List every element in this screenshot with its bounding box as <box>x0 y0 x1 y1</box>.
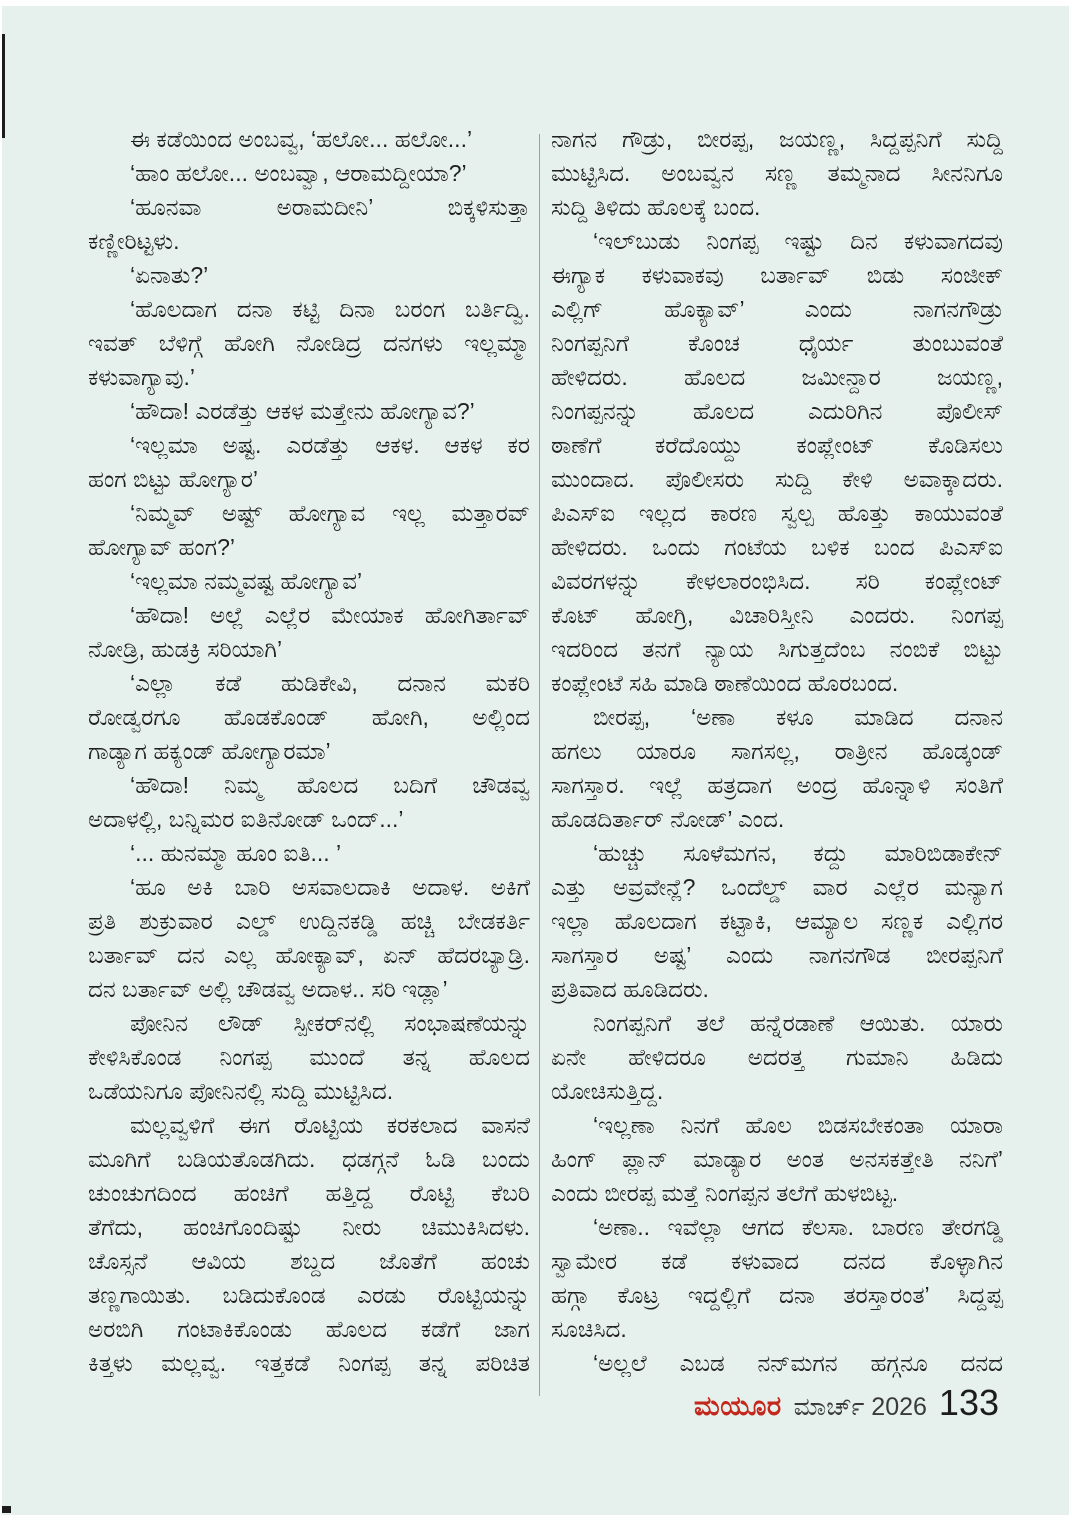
text-line: ಈಗ್ಯಾಕ ಕಳುವಾಕವು ಬರ್ತಾವ್ ಬಿಡು ಸಂಜೀಕ್ <box>551 262 1003 288</box>
text-line: ನಿಂಗಪ್ಪನಿಗೆ ಕೊಂಚ ಧೈರ್ಯ ತುಂಬುವಂತೆ <box>551 330 1003 356</box>
text-column-right <box>551 122 1003 1380</box>
text-line: ಹೇಳಿದರು. ಹೊಲದ ಜಮೀನ್ದಾರ ಜಯಣ್ಣ, <box>551 364 1003 390</box>
paragraph <box>551 1108 1003 1210</box>
text-line: ಕೊಟ್ ಹೋಗ್ರಿ, ವಿಚಾರಿಸ್ತೀನಿ ಎಂದರು. ನಿಂಗಪ್ಪ <box>551 602 1003 628</box>
text-line: ಎಲ್ಲಿಗ್ ಹೊಕ್ಯಾವ್’ ಎಂದು ನಾಗನಗೌಡ್ರು <box>551 296 1003 322</box>
text-line: ಗಾಡ್ಯಾಗ ಹಕ್ಯಂಡ್ ಹೋಗ್ಯಾರಮಾ’ <box>88 738 331 764</box>
text-line: ಹಂಗ ಬಿಟ್ಟು ಹೋಗ್ಯಾರ’ <box>88 466 258 492</box>
paragraph <box>88 258 530 292</box>
text-line: ಪ್ರತಿ ಶುಕ್ರುವಾರ ಎಲ್ಡ್ ಉದ್ದಿನಕಡ್ಡಿ ಹಚ್ಚಿ ಬೇಡಕರ್ತಿ <box>88 908 530 934</box>
text-line: ವಿವರಗಳನ್ನು ಕೇಳಲಾರಂಭಿಸಿದ. ಸರಿ ಕಂಪ್ಲೇಂಟ್ <box>551 568 1003 594</box>
text-line: ದನ ಬರ್ತಾವ್ ಅಲ್ಲಿ ಚೌಡವ್ವ ಅದಾಳ.. ಸರಿ ಇಡ್ಲಾ’ <box>88 976 448 1002</box>
text-line: ಬರ್ತಾವ್ ದನ ಎಲ್ಲ ಹೋಕ್ಯಾವ್, ಏನ್ ಹೆದರಬ್ಯಾಡ್ರಿ. <box>88 942 530 968</box>
text-line: ಠಾಣೆಗೆ ಕರೆದೊಯ್ದು ಕಂಪ್ಲೇಂಟ್ ಕೊಡಿಸಲು <box>551 432 1003 458</box>
text-line: ಎತ್ತು ಅವ್ರವೇನ್ಲೆ? ಒಂದೆಲ್ಡ್ ವಾರ ಎಲ್ಲೆರ ಮನ್ಯಾಗ <box>551 874 1003 900</box>
text-line: ಏನೇ ಹೇಳಿದರೂ ಅದರತ್ತ ಗುಮಾನಿ ಹಿಡಿದು <box>551 1044 1003 1070</box>
text-line: ಸಾಗಸ್ತಾರ ಅಷ್ಟ’ ಎಂದು ನಾಗನಗೌಡ ಬೀರಪ್ಪನಿಗೆ <box>551 942 1003 968</box>
text-line: ಪ್ರತಿವಾದ ಹೂಡಿದರು. <box>551 976 709 1002</box>
text-line: ‘ಅಲ್ಲಲೆ ಎಬಡ ನನ್‌ಮಗನ ಹಗ್ಗನೂ ದನದ <box>593 1350 1003 1376</box>
paragraph <box>88 666 530 768</box>
text-line: ‘ಇಲ್‌ಬುಡು ನಿಂಗಪ್ಪ ಇಷ್ಟು ದಿನ ಕಳುವಾಗದವು <box>593 228 1003 254</box>
text-line: ಕಣ್ಣೀರಿಟ್ಟಳು. <box>88 228 180 254</box>
paragraph <box>551 700 1003 836</box>
text-line: ಕಂಪ್ಲೇಂಟೆ ಸಹಿ ಮಾಡಿ ಠಾಣೆಯಿಂದ ಹೊರಬಂದ. <box>551 670 899 696</box>
paragraph <box>88 1006 530 1108</box>
paragraph <box>88 598 530 666</box>
text-line: ಯೋಚಿಸುತ್ತಿದ್ದ. <box>551 1078 664 1104</box>
text-line: ‘ಏನಾತು?’ <box>130 262 209 288</box>
text-line: ಅದಾಳಲ್ಲಿ, ಬನ್ನಿಮರ ಐತಿನೋಡ್ ಒಂದ್...’ <box>88 806 404 832</box>
text-line: ಎಂದು ಬೀರಪ್ಪ ಮತ್ತೆ ನಿಂಗಪ್ಪನ ತಲೆಗೆ ಹುಳಬಿಟ್ಟ. <box>551 1180 899 1206</box>
text-line: ಮಲ್ಲವ್ವಳಿಗೆ ಈಗ ರೊಟ್ಟಿಯ ಕರಕಲಾದ ವಾಸನೆ <box>130 1112 530 1138</box>
issue-date: ಮಾರ್ಚ್ 2026 <box>793 1393 927 1421</box>
text-line: ‘ಹೌದಾ! ಅಲ್ಲೆ ಎಲ್ಲೆರ ಮೇಯಾಕ ಹೋಗಿರ್ತಾವ್ <box>130 602 530 628</box>
text-line: ಹಗಲು ಯಾರೂ ಸಾಗಸಲ್ಲ, ರಾತ್ರೀನ ಹೊಡ್ಕಂಡ್ <box>551 738 1003 764</box>
text-line: ‘ಹುಚ್ಚು ಸೂಳೆಮಗನ, ಕದ್ದು ಮಾರಿಬಿಡಾಕೇನ್ <box>593 840 1003 866</box>
text-line: ಸುದ್ದಿ ತಿಳಿದು ಹೊಲಕ್ಕೆ ಬಂದ. <box>551 194 761 220</box>
paragraph <box>88 156 530 190</box>
paragraph <box>88 292 530 394</box>
text-line: ಹಗ್ಗಾ ಕೊಟ್ರ ಇದ್ದಲ್ಲಿಗೆ ದನಾ ತರಸ್ತಾರಂತ’ ಸಿದ್ದಪ್ಪ <box>551 1282 1003 1308</box>
text-line: ನಿಂಗಪ್ಪನಿಗೆ ತಲೆ ಹನ್ನೆರಡಾಣೆ ಆಯಿತು. ಯಾರು <box>593 1010 1003 1036</box>
paragraph <box>88 496 530 564</box>
scan-corner-artifact <box>2 1506 11 1513</box>
column-divider <box>539 134 540 1396</box>
text-line: ಚುಂಚುಗದಿಂದ ಹಂಚಿಗೆ ಹತ್ತಿದ್ದ ರೊಟ್ಟಿ ಕೆಬರಿ <box>88 1180 530 1206</box>
paragraph <box>88 564 530 598</box>
text-line: ‘ಹೌದಾ! ಎರಡೆತ್ತು ಆಕಳ ಮತ್ತೇನು ಹೋಗ್ಯಾವ?’ <box>130 398 475 424</box>
text-line: ‘... ಹುನಮ್ಮಾ ಹೂಂ ಐತಿ... ’ <box>130 840 342 866</box>
text-column-left <box>88 122 530 1380</box>
paragraph <box>88 428 530 496</box>
text-line: ಒಡೆಯನಿಗೂ ಪೋನಿನಲ್ಲಿ ಸುದ್ದಿ ಮುಟ್ಟಿಸಿದ. <box>88 1078 394 1104</box>
text-line: ನಿಂಗಪ್ಪನನ್ನು ಹೊಲದ ಎದುರಿಗಿನ ಪೊಲೀಸ್ <box>551 398 1003 424</box>
text-line: ಇದರಿಂದ ತನಗೆ ನ್ಯಾಯ ಸಿಗುತ್ತದೆಂಬ ನಂಬಿಕೆ ಬಿಟ್ಟು <box>551 636 1003 662</box>
text-line: ‘ಎಲ್ಲಾ ಕಡೆ ಹುಡಿಕೇವಿ, ದನಾನ ಮಕರಿ <box>130 670 530 696</box>
text-line: ಹೊಡದಿರ್ತಾರ್ ನೋಡ್’ ಎಂದ. <box>551 806 785 832</box>
paragraph <box>551 224 1003 700</box>
text-line: ಸಾಗಸ್ತಾರ. ಇಲ್ಲೆ ಹತ್ರದಾಗ ಅಂದ್ರ ಹೊನ್ನಾಳಿ ಸಂತಿಗೆ <box>551 772 1003 798</box>
text-line: ರೋಡ್ವರಗೂ ಹೊಡಕೊಂಡ್ ಹೋಗಿ, ಅಲ್ಲಿಂದ <box>88 704 530 730</box>
text-line: ಪಿಎಸ್‌ಐ ಇಲ್ಲದ ಕಾರಣ ಸ್ವಲ್ಪ ಹೊತ್ತು ಕಾಯುವಂತೆ <box>551 500 1003 526</box>
text-line: ‘ಇಲ್ಲಮಾ ನಮ್ಮವಷ್ಟ ಹೋಗ್ಯಾವ’ <box>130 568 363 594</box>
paragraph <box>551 1210 1003 1346</box>
text-line: ಸೂಚಿಸಿದ. <box>551 1316 627 1342</box>
text-line: ನಾಗನ ಗೌಡ್ರು, ಬೀರಪ್ಪ, ಜಯಣ್ಣ, ಸಿದ್ದಪ್ಪನಿಗೆ ಸುದ್ದಿ <box>551 126 1003 152</box>
text-line: ತಣ್ಣಗಾಯಿತು. ಬಡಿದುಕೊಂಡ ಎರಡು ರೊಟ್ಟಿಯನ್ನು <box>88 1282 530 1308</box>
text-line: ಈ ಕಡೆಯಿಂದ ಅಂಬವ್ವ, ‘ಹಲೋ... ಹಲೋ...’ <box>130 126 473 152</box>
text-line: ಮೂಗಿಗೆ ಬಡಿಯತೊಡಗಿದು. ಧಡಗ್ಗನೆ ಓಡಿ ಬಂದು <box>88 1146 530 1172</box>
text-line: ‘ಹೂ ಅಕಿ ಬಾರಿ ಅಸವಾಲದಾಕಿ ಅದಾಳ. ಅಕಿಗೆ <box>130 874 530 900</box>
paragraph <box>88 836 530 870</box>
text-line: ಸ್ವಾಮೇರ ಕಡೆ ಕಳುವಾದ ದನದ ಕೊಳ್ಳಾಗಿನ <box>551 1248 1003 1274</box>
text-line: ಮುಂದಾದ. ಪೊಲೀಸರು ಸುದ್ದಿ ಕೇಳಿ ಅವಾಕ್ಕಾದರು. <box>551 466 1003 492</box>
text-line: ಹೋಗ್ಯಾವ್ ಹಂಗ?’ <box>88 534 235 560</box>
text-line: ಹೇಳಿದರು. ಒಂದು ಗಂಟೆಯ ಬಳಿಕ ಬಂದ ಪಿಎಸ್‌ಐ <box>551 534 1003 560</box>
page-footer <box>694 1382 999 1424</box>
text-line: ಇಲ್ಲಾ ಹೊಲದಾಗ ಕಟ್ಟಾಕಿ, ಆಮ್ಯಾಲ ಸಣ್ಣಕ ಎಲ್ಲಿಗರ <box>551 908 1003 934</box>
text-line: ‘ಹೌದಾ! ನಿಮ್ಮ ಹೊಲದ ಬದಿಗೆ ಚೌಡವ್ವ <box>130 772 530 798</box>
text-line: ‘ಇಲ್ಲಣಾ ನಿನಗೆ ಹೊಲ ಬಿಡಸಬೇಕಂತಾ ಯಾರಾ <box>593 1112 1003 1138</box>
paragraph <box>551 1006 1003 1108</box>
text-line: ಪೋನಿನ ಲೌಡ್ ಸ್ಪೀಕರ್‌ನಲ್ಲಿ ಸಂಭಾಷಣೆಯನ್ನು <box>130 1010 530 1036</box>
paragraph <box>88 190 530 258</box>
text-line: ‘ಹಾಂ ಹಲೋ... ಅಂಬವ್ವಾ, ಆರಾಮದ್ದೀಯಾ?’ <box>130 160 467 186</box>
text-line: ಇವತ್ ಬೆಳಿಗ್ಗೆ ಹೋಗಿ ನೋಡಿದ್ರ ದನಗಳು ಇಲ್ಲಮ್ಮಾ <box>88 330 530 356</box>
paragraph <box>88 870 530 1006</box>
magazine-title: ಮಯೂರ <box>694 1391 782 1421</box>
paragraph <box>88 768 530 836</box>
text-line: ಕಳುವಾಗ್ಯಾವು.’ <box>88 364 196 390</box>
text-line: ‘ಹೊಲದಾಗ ದನಾ ಕಟ್ಟಿ ದಿನಾ ಬರಂಗ ಬರ್ತಿದ್ವಿ. <box>130 296 530 322</box>
text-line: ‘ನಿಮ್ಮವ್ ಅಷ್ಟ್ ಹೋಗ್ಯಾವ ಇಲ್ಲ ಮತ್ತಾರವ್ <box>130 500 530 526</box>
text-line: ಬೀರಪ್ಪ, ‘ಅಣಾ ಕಳೂ ಮಾಡಿದ ದನಾನ <box>593 704 1003 730</box>
paragraph <box>88 122 530 156</box>
text-line: ಕೇಳಿಸಿಕೊಂಡ ನಿಂಗಪ್ಪ ಮುಂದೆ ತನ್ನ ಹೊಲದ <box>88 1044 530 1070</box>
paragraph <box>88 394 530 428</box>
text-line: ಮುಟ್ಟಿಸಿದ. ಅಂಬವ್ವನ ಸಣ್ಣ ತಮ್ಮನಾದ ಸೀನನಿಗೂ <box>551 160 1003 186</box>
paragraph <box>88 1108 530 1380</box>
text-line: ನೋಡ್ರಿ, ಹುಡಕ್ರಿ ಸರಿಯಾಗಿ’ <box>88 636 283 662</box>
page-number: 133 <box>938 1382 999 1423</box>
text-line: ಅರಬಿಗಿ ಗಂಟಾಕಿಕೊಂಡು ಹೊಲದ ಕಡೆಗೆ ಜಾಗ <box>88 1316 530 1342</box>
paragraph <box>551 1346 1003 1380</box>
text-line: ತೆಗೆದು, ಹಂಚಿಗೊಂದಿಷ್ಟು ನೀರು ಚಿಮುಕಿಸಿದಳು. <box>88 1214 530 1240</box>
text-line: ಹಿಂಗ್ ಪ್ಲಾನ್ ಮಾಡ್ಯಾರ ಅಂತ ಅನಸಕತ್ತೇತಿ ನನಿಗೆ’ <box>551 1146 1003 1172</box>
magazine-page <box>2 6 1069 1515</box>
scan-edge-artifact <box>2 34 5 138</box>
paragraph <box>551 836 1003 1006</box>
paragraph <box>551 122 1003 224</box>
text-line: ಚೊಸ್ಸನೆ ಆವಿಯ ಶಬ್ದದ ಜೊತೆಗೆ ಹಂಚು <box>88 1248 530 1274</box>
text-line: ‘ಅಣಾ.. ಇವೆಲ್ಲಾ ಆಗದ ಕೆಲಸಾ. ಬಾರಣ ತೇರಗಡ್ಡಿ <box>593 1214 1003 1240</box>
text-line: ‘ಇಲ್ಲಮಾ ಅಷ್ಟ. ಎರಡೆತ್ತು ಆಕಳ. ಆಕಳ ಕರ <box>130 432 530 458</box>
text-line: ‘ಹೂನವಾ ಅರಾಮದೀನಿ’ ಬಿಕ್ಕಳಿಸುತ್ತಾ <box>130 194 530 220</box>
text-line: ಕಿತ್ತಳು ಮಲ್ಲವ್ವ. ಇತ್ತಕಡೆ ನಿಂಗಪ್ಪ ತನ್ನ ಪರಿಚಿತ <box>88 1350 530 1376</box>
